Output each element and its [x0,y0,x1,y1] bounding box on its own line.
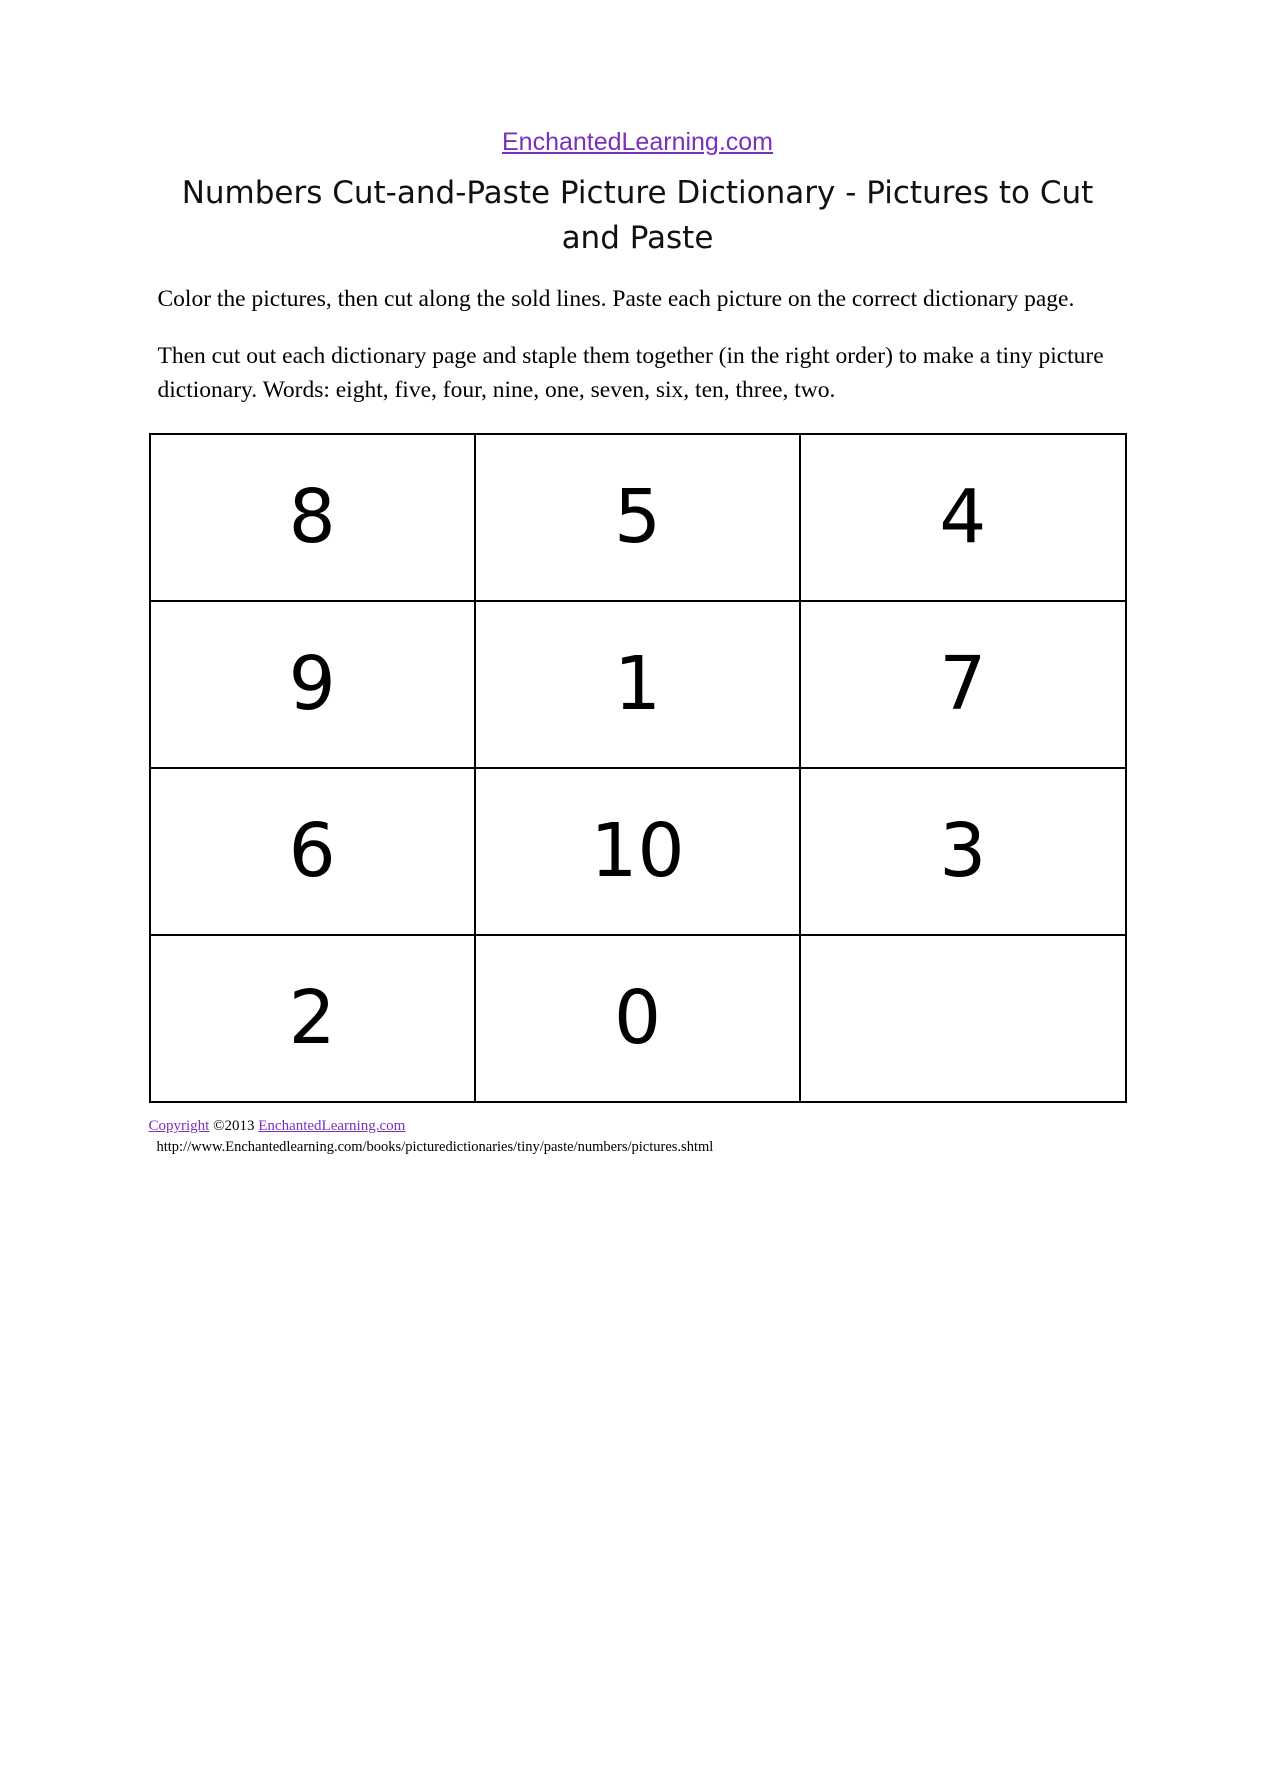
footer [149,1115,1127,1159]
card-cell [800,768,1125,935]
footer-url: http://www.Enchantedlearning.com/books/picturedictionaries/tiny/paste/numbers/pictures.shtml [156,1139,714,1156]
cut-out-cards-table [149,433,1127,1103]
card-number: 5 [613,474,662,561]
card-number: 4 [939,474,987,561]
footer-copyright-line [149,1115,1127,1138]
worksheet-page [0,128,1275,1777]
card-cell [150,768,475,935]
card-number: 6 [288,808,336,895]
card-cell [150,434,475,601]
table-row [150,768,1126,935]
card-cell [475,601,800,768]
instructions-line-2: Then cut out each dictionary page and staple them together (in the right order) to make a tiny picture dictionary. Words: eight, five, four, nine, one, seven, six, ten, three, two. [157,343,1104,403]
header-site-link-container [0,128,1275,157]
card-cell [150,935,475,1102]
card-cell [475,935,800,1102]
card-number: 9 [288,641,336,728]
table-row [150,935,1126,1102]
instructions-block [158,283,1118,407]
card-cell-empty [800,935,1125,1102]
card-number: 10 [590,808,685,895]
card-number: 3 [939,808,987,895]
card-number: 1 [613,641,662,728]
instructions-line-1: Color the pictures, then cut along the sold lines. Paste each picture on the correct dictionary page. [157,285,1075,312]
table-row [150,434,1126,601]
card-cell [800,601,1125,768]
copyright-year: ©2013 [213,1117,255,1134]
card-number: 7 [939,641,987,728]
card-cell [800,434,1125,601]
card-cell [475,768,800,935]
footer-enchantedlearning-link[interactable]: EnchantedLearning.com [258,1117,406,1134]
card-number: 0 [613,975,662,1062]
card-cell [475,434,800,601]
table-row [150,601,1126,768]
page-title: Numbers Cut-and-Paste Picture Dictionary - Pictures to Cut and Paste [181,175,1094,256]
card-number: 8 [288,474,336,561]
card-cell [150,601,475,768]
copyright-link[interactable]: Copyright [148,1117,210,1134]
enchantedlearning-link[interactable]: EnchantedLearning.com [501,128,774,156]
card-number: 2 [288,975,336,1062]
